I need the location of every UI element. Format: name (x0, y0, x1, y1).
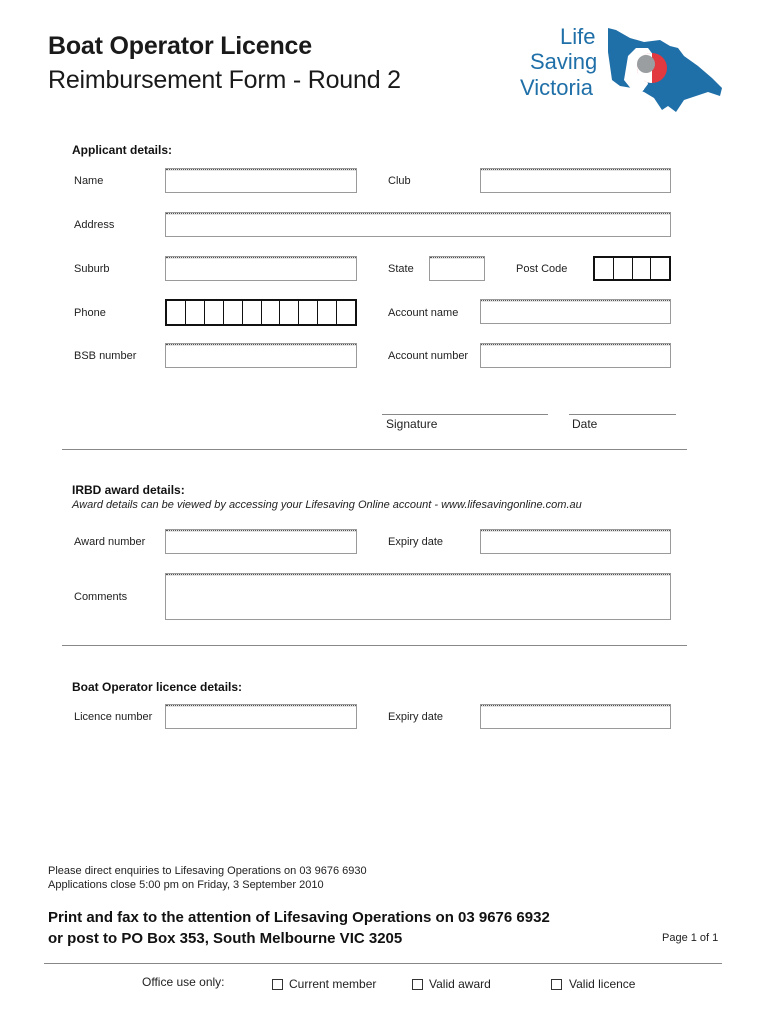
phone-field[interactable] (165, 299, 357, 326)
comments-label: Comments (74, 591, 128, 603)
irbd-heading: IRBD award details: (72, 483, 185, 497)
section-divider (62, 449, 687, 450)
licence-number-field[interactable] (165, 704, 357, 729)
award-number-label: Award number (74, 536, 146, 548)
award-expiry-field[interactable] (480, 529, 671, 554)
valid-award-label: Valid award (429, 977, 491, 991)
phone-digit[interactable] (167, 301, 186, 324)
account-number-field[interactable] (480, 343, 671, 368)
page-number: Page 1 of 1 (662, 932, 719, 944)
club-field[interactable] (480, 168, 671, 193)
footer-divider (44, 963, 722, 964)
victoria-map-icon (604, 26, 728, 114)
state-label: State (388, 263, 414, 275)
phone-digit[interactable] (299, 301, 318, 324)
licence-expiry-label: Expiry date (388, 711, 444, 723)
life-saving-victoria-logo (518, 22, 728, 114)
fax-instruction: Print and fax to the attention of Lifesaving Operations on 03 9676 6932 (48, 909, 550, 926)
valid-licence-label: Valid licence (569, 977, 636, 991)
phone-digit[interactable] (243, 301, 262, 324)
logo-text-saving: Saving (530, 49, 598, 74)
applications-close-text: Applications close 5:00 pm on Friday, 3 September 2010 (48, 879, 324, 891)
phone-digit[interactable] (186, 301, 205, 324)
award-number-field[interactable] (165, 529, 357, 554)
award-expiry-label: Expiry date (388, 536, 444, 548)
comments-field[interactable] (165, 573, 671, 620)
name-field[interactable] (165, 168, 357, 193)
form-subtitle: Reimbursement Form - Round 2 (48, 66, 401, 94)
phone-digit[interactable] (224, 301, 243, 324)
licence-expiry-field[interactable] (480, 704, 671, 729)
logo-text-life: Life (560, 24, 596, 49)
enquiries-text: Please direct enquiries to Lifesaving Operations on 03 9676 6930 (48, 865, 367, 877)
licence-heading: Boat Operator licence details: (72, 680, 243, 694)
signature-label: Signature (386, 417, 438, 431)
club-label: Club (388, 175, 411, 187)
suburb-label: Suburb (74, 263, 110, 275)
current-member-label: Current member (289, 977, 377, 991)
state-field[interactable] (429, 256, 485, 281)
date-line[interactable] (569, 414, 676, 415)
irbd-note: Award details can be viewed by accessing your Lifesaving Online account - www.lifesavingonline.com.au (72, 499, 582, 511)
section-divider (62, 645, 687, 646)
postcode-digit[interactable] (614, 258, 633, 279)
signature-line[interactable] (382, 414, 548, 415)
post-instruction: or post to PO Box 353, South Melbourne VIC 3205 (48, 930, 403, 947)
current-member-checkbox[interactable] (272, 979, 283, 990)
date-label: Date (572, 417, 598, 431)
office-use-label: Office use only: (142, 975, 225, 989)
postcode-digit[interactable] (651, 258, 669, 279)
bsb-field[interactable] (165, 343, 357, 368)
postcode-label: Post Code (516, 263, 568, 275)
name-label: Name (74, 175, 104, 187)
postcode-digit[interactable] (633, 258, 652, 279)
phone-digit[interactable] (318, 301, 337, 324)
valid-award-checkbox[interactable] (412, 979, 423, 990)
suburb-field[interactable] (165, 256, 357, 281)
postcode-digit[interactable] (595, 258, 614, 279)
bsb-label: BSB number (74, 350, 137, 362)
address-label: Address (74, 219, 115, 231)
phone-digit[interactable] (280, 301, 299, 324)
phone-label: Phone (74, 307, 106, 319)
address-field[interactable] (165, 212, 671, 237)
phone-digit[interactable] (337, 301, 355, 324)
account-number-label: Account number (388, 350, 469, 362)
applicant-details-heading: Applicant details: (72, 143, 173, 157)
licence-number-label: Licence number (74, 711, 153, 723)
postcode-field[interactable] (593, 256, 671, 281)
logo-text-victoria: Victoria (520, 75, 593, 100)
phone-digit[interactable] (205, 301, 224, 324)
account-name-label: Account name (388, 307, 459, 319)
account-name-field[interactable] (480, 299, 671, 324)
valid-licence-checkbox[interactable] (551, 979, 562, 990)
form-title: Boat Operator Licence (48, 32, 312, 60)
phone-digit[interactable] (262, 301, 281, 324)
